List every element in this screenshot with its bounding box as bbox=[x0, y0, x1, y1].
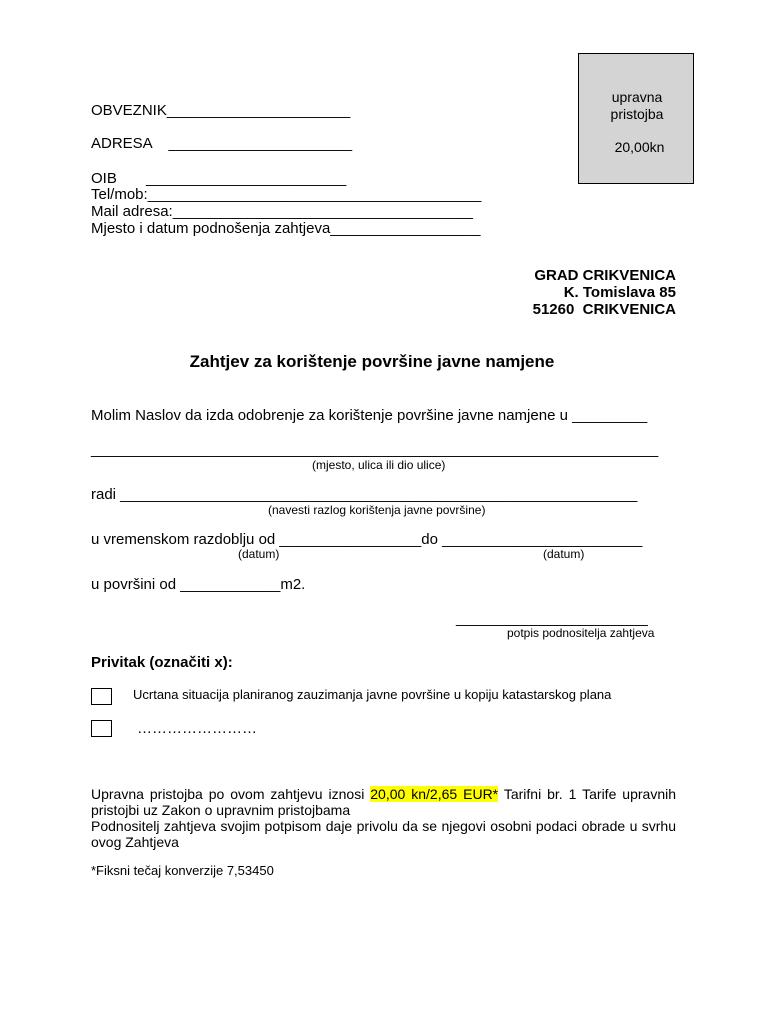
field-mjesto-datum[interactable]: Mjesto i datum podnošenja zahtjeva__________________ bbox=[91, 220, 481, 237]
recipient-city: 51260 CRIKVENICA bbox=[532, 301, 676, 318]
stamp-line-2: pristojba bbox=[610, 106, 664, 122]
area-line[interactable]: u površini od ____________m2. bbox=[91, 576, 306, 593]
fee-stamp-box bbox=[578, 53, 694, 184]
fee-amount-highlight: 20,00 kn/2,65 EUR* bbox=[370, 786, 499, 802]
signature-line[interactable]: _______________________ bbox=[456, 610, 648, 627]
date-hint-to: (datum) bbox=[543, 547, 585, 561]
recipient-name: GRAD CRIKVENICA bbox=[534, 267, 676, 284]
consent-note: Podnositelj zahtjeva svojim potpisom daje privolu da se njegovi osobni podaci obrade u svrhu ovog Zahtjeva bbox=[91, 818, 676, 850]
attachment-label-1: Ucrtana situacija planiranog zauzimanja javne površine u kopiju katastarskog plana bbox=[133, 687, 612, 702]
document-title: Zahtjev za korištenje površine javne namjene bbox=[189, 352, 555, 371]
location-line[interactable]: ____________________________________________________________________ bbox=[91, 441, 659, 458]
reason-line[interactable]: radi ______________________________________________________________ bbox=[91, 486, 638, 503]
signature-hint: potpis podnositelja zahtjeva bbox=[507, 626, 655, 640]
request-line[interactable]: Molim Naslov da izda odobrenje za korištenje površine javne namjene u _________ bbox=[91, 407, 648, 424]
location-hint: (mjesto, ulica ili dio ulice) bbox=[312, 458, 446, 472]
field-oib[interactable]: OIB ________________________ bbox=[91, 170, 347, 187]
recipient-street: K. Tomislava 85 bbox=[563, 284, 676, 301]
fee-note bbox=[91, 786, 676, 818]
stamp-amount: 20,00kn bbox=[614, 139, 665, 155]
attachments-heading: Privitak (označiti x): bbox=[91, 654, 233, 671]
period-line[interactable]: u vremenskom razdoblju od _________________do ________________________ bbox=[91, 531, 643, 548]
field-tel-mob[interactable]: Tel/mob:________________________________________ bbox=[91, 186, 482, 203]
attachment-label-2[interactable]: …………………… bbox=[137, 720, 257, 737]
conversion-rate-note: *Fiksni tečaj konverzije 7,53450 bbox=[91, 863, 274, 878]
field-mail[interactable]: Mail adresa:____________________________________ bbox=[91, 203, 474, 220]
fee-note-post: Tarifni br. 1 Tarife upravnih pristojbi uz Zakon o upravnim pristojbama bbox=[91, 786, 677, 818]
attachment-checkbox-1[interactable] bbox=[91, 688, 112, 705]
reason-hint: (navesti razlog korištenja javne površine) bbox=[268, 503, 486, 517]
field-adresa[interactable]: ADRESA ______________________ bbox=[91, 135, 353, 152]
attachment-checkbox-2[interactable] bbox=[91, 720, 112, 737]
stamp-line-1: upravna bbox=[611, 89, 663, 105]
field-obveznik[interactable]: OBVEZNIK______________________ bbox=[91, 102, 351, 119]
fee-note-pre: Upravna pristojba po ovom zahtjevu iznosi bbox=[91, 786, 371, 802]
date-hint-from: (datum) bbox=[238, 547, 280, 561]
